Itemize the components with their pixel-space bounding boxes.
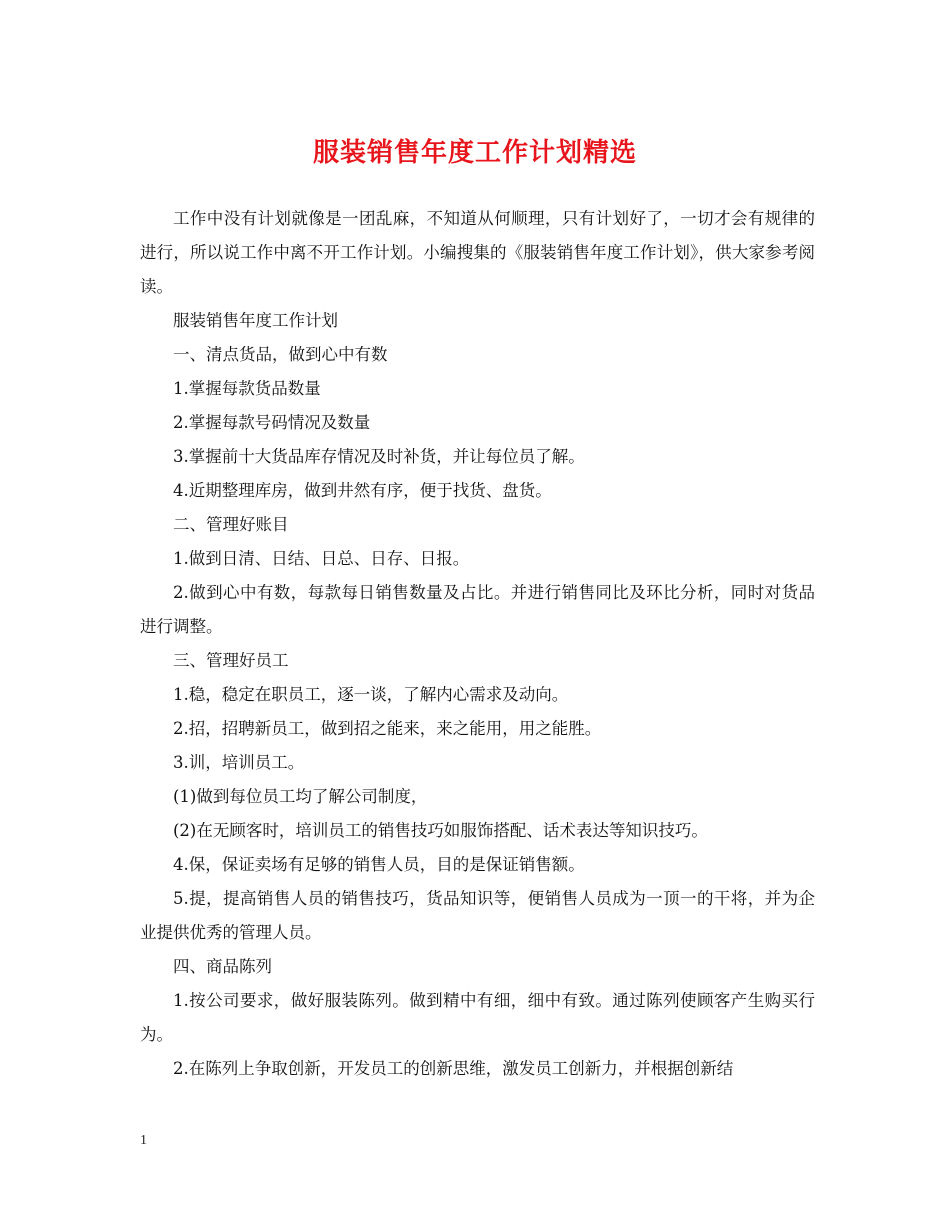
paragraph: 一、清点货品，做到心中有数 bbox=[173, 345, 388, 364]
page-number: 1 bbox=[140, 1133, 147, 1148]
paragraph: 1.做到日清、日结、日总、日存、日报。 bbox=[173, 549, 470, 568]
paragraph: 2.招，招聘新员工，做到招之能来，来之能用，用之能胜。 bbox=[173, 719, 602, 738]
paragraph: 工作中没有计划就像是一团乱麻，不知道从何顺理，只有计划好了，一切才会有规律的进行，所以说工作中离不开工作计划。小编搜集的《服装销售年度工作计划》，供大家参考阅读。 bbox=[140, 209, 815, 296]
paragraph: 2.做到心中有数，每款每日销售数量及占比。并进行销售同比及环比分析，同时对货品进行调整。 bbox=[140, 583, 815, 636]
paragraph: 服装销售年度工作计划 bbox=[173, 311, 338, 330]
paragraph: 5.提，提高销售人员的销售技巧，货品知识等，便销售人员成为一顶一的干将，并为企业提供优秀的管理人员。 bbox=[140, 889, 815, 942]
paragraph: 4.保，保证卖场有足够的销售人员，目的是保证销售额。 bbox=[173, 855, 585, 874]
paragraph: 4.近期整理库房，做到井然有序，便于找货、盘货。 bbox=[173, 481, 552, 500]
document-body bbox=[140, 202, 815, 1086]
paragraph: 2.在陈列上争取创新，开发员工的创新思维，激发员工创新力，并根据创新结 bbox=[173, 1059, 734, 1078]
paragraph: (2)在无顾客时，培训员工的销售技巧如服饰搭配、话术表达等知识技巧。 bbox=[173, 821, 708, 840]
paragraph: 四、商品陈列 bbox=[173, 957, 272, 976]
paragraph: 3.掌握前十大货品库存情况及时补货，并让每位员了解。 bbox=[173, 447, 585, 466]
paragraph: 1.按公司要求，做好服装陈列。做到精中有细，细中有致。通过陈列使顾客产生购买行为。 bbox=[140, 991, 815, 1044]
paragraph: 3.训，培训员工。 bbox=[173, 753, 305, 772]
paragraph: 2.掌握每款号码情况及数量 bbox=[173, 413, 371, 432]
paragraph: 三、管理好员工 bbox=[173, 651, 289, 670]
document-title: 服装销售年度工作计划精选 bbox=[312, 138, 637, 168]
paragraph: 1.稳，稳定在职员工，逐一谈，了解内心需求及动向。 bbox=[173, 685, 569, 704]
paragraph: 二、管理好账目 bbox=[173, 515, 289, 534]
paragraph: 1.掌握每款货品数量 bbox=[173, 379, 321, 398]
paragraph: (1)做到每位员工均了解公司制度， bbox=[173, 787, 428, 806]
